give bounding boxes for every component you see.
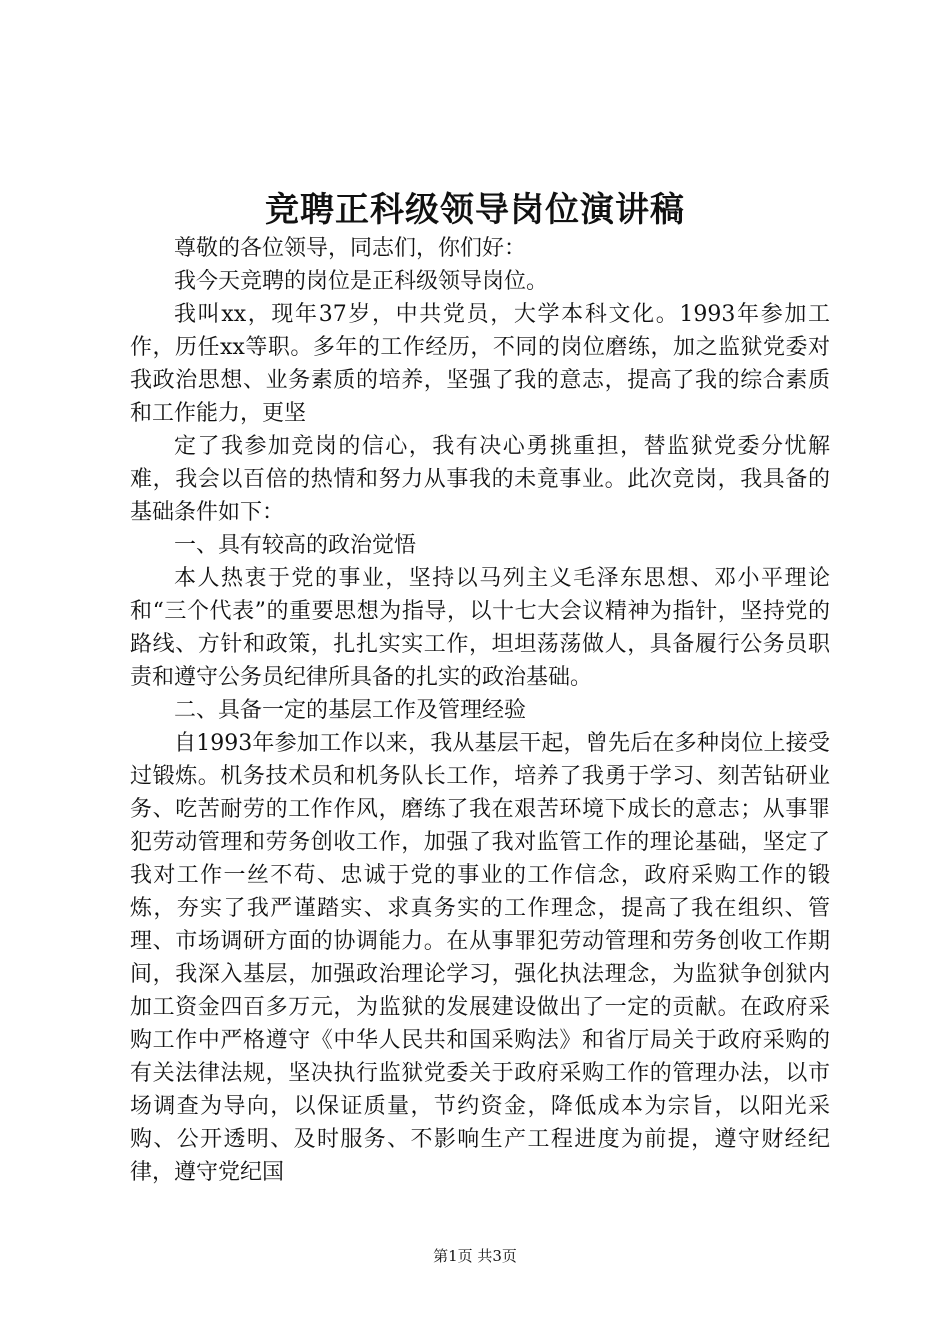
experience-paragraph: 自1993年参加工作以来，我从基层干起，曾先后在多种岗位上接受过锻炼。机务技术员和机务队长工作，培养了我勇于学习、刻苦钻研业务、吃苦耐劳的工作作风，磨练了我在艰苦环境下成长的意志；从事罪犯劳动管理和劳务创收工作，加强了我对监管工作的理论基础，坚定了我对工作一丝不苟、忠诚于党的事业的工作信念，政府采购工作的锻炼，夯实了我严谨踏实、求真务实的工作理念，提高了我在组织、管理、市场调研方面的协调能力。在从事罪犯劳动管理和劳务创收工作期间，我深入基层，加强政治理论学习，强化执法理念，为监狱争创狱内加工资金四百多万元，为监狱的发展建设做出了一定的贡献。在政府采购工作中严格遵守《中华人民共和国采购法》和省厅局关于政府采购的有关法律法规，坚决执行监狱党委关于政府采购工作的管理办法，以市场调查为导向，以保证质量，节约资金，降低成本为宗旨，以阳光采购、公开透明、及时服务、不影响生产工程进度为前提，遵守财经纪律，遵守党纪国	[130, 731, 830, 1185]
page-footer: 第1页 共3页	[433, 1247, 517, 1265]
political-paragraph: 本人热衷于党的事业，坚持以马列主义毛泽东思想、邓小平理论和“三个代表”的重要思想为指导，以十七大会议精神为指针，坚持党的路线、方针和政策，扎扎实实工作，坦坦荡荡做人，具备履行公务员职责和遵守公务员纪律所具备的扎实的政治基础。	[130, 566, 830, 690]
greeting-paragraph: 尊敬的各位领导，同志们，你们好：	[174, 236, 527, 261]
confidence-paragraph: 定了我参加竞岗的信心，我有决心勇挑重担，替监狱党委分忧解难，我会以百倍的热情和努力从事我的未竟事业。此次竞岗，我具备的基础条件如下：	[130, 434, 830, 525]
position-paragraph: 我今天竞聘的岗位是正科级领导岗位。	[174, 269, 549, 294]
document-title: 竞聘正科级领导岗位演讲稿	[265, 190, 685, 230]
section-heading-experience: 二、具备一定的基层工作及管理经验	[174, 698, 527, 723]
document-body	[130, 232, 830, 1189]
section-heading-political: 一、具有较高的政治觉悟	[174, 533, 417, 558]
intro-paragraph: 我叫xx，现年37岁，中共党员，大学本科文化。1993年参加工作，历任xx等职。多年的工作经历，不同的岗位磨练，加之监狱党委对我政治思想、业务素质的培养，坚强了我的意志，提高了我的综合素质和工作能力，更坚	[130, 302, 830, 426]
